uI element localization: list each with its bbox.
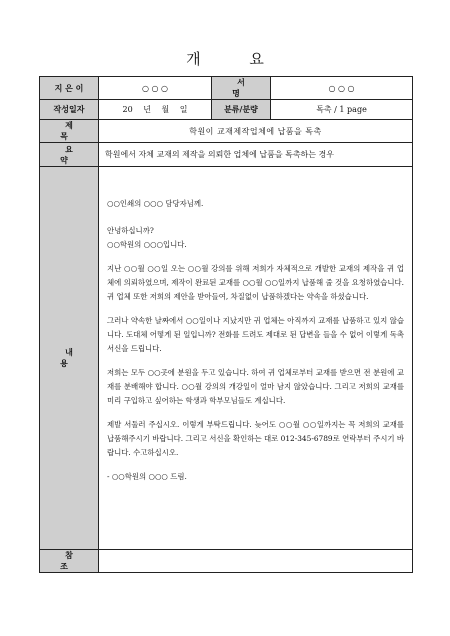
summary-form-table [39,76,413,573]
paragraph-delay: 그러나 약속한 날짜에서 ○○일이나 지났지만 귀 업체는 아직까지 교재를 납품하고 있지 않습니다. 도대체 어떻게 된 일입니까? 전화를 드려도 제대로 된 답변을 들을 수 없어 이렇게 독촉서신을 드립니다. [107,316,404,353]
paragraph-branches: 저희는 모두 ○○곳에 분원을 두고 있습니다. 하여 귀 업체로부터 교재를 받으면 전 분원에 교재를 분배해야 합니다. ○○월 강의의 개강일이 얼마 남지 않았습니다. 그리고 저희의 교재를 미리 구입하고 싶어하는 학생과 학부모님들도 계십니다. [107,368,404,405]
reference-value [99,550,413,573]
subject-value: 학원이 교재제작업체에 납품을 독촉 [99,120,413,143]
signature-label: 서 명 [212,77,271,100]
date-value: 20 년 월 일 [99,100,212,120]
author-label: 지 은 이 [40,77,99,100]
signature-value: ○ ○ ○ [271,77,413,100]
content-label: 내 용 [40,167,99,550]
salutation: ○○인쇄의 ○○○ 담당자님께. [107,199,204,208]
summary-value: 학원에서 자체 교재의 제작을 의뢰한 업체에 납품을 독촉하는 경우 [99,143,413,167]
summary-label: 요 약 [40,143,99,167]
date-label: 작성일자 [40,100,99,120]
reference-label: 참 조 [40,550,99,573]
document-title: 개 요 [186,50,286,68]
category-label: 분류/분량 [212,100,271,120]
self-introduction: ○○학원의 ○○○입니다. [107,240,187,249]
author-value: ○ ○ ○ [99,77,212,100]
closing-signature: - ○○학원의 ○○○ 드림. [107,472,187,481]
paragraph-urge: 제발 서둘러 주십시오. 이렇게 부탁드립니다. 늦어도 ○○월 ○○일까지는 꼭 저희의 교재를 납품해주시기 바랍니다. 그리고 서신을 확인하는 대로 012-345-6789로 연락부터 주시기 바랍니다. 수고하십시오. [107,420,404,457]
subject-label: 제 목 [40,120,99,143]
paragraph-request: 지난 ○○월 ○○일 오는 ○○월 강의를 위해 저희가 자체적으로 개발한 교재의 제작을 귀 업체에 의뢰하였으며, 제작이 완료된 교재를 ○○월 ○○일까지 납품해 줄 것을 요청하였습니다. 귀 업체 또한 저희의 제안을 받아들여, 차질없이 납품하겠다는 약속을 하셨습니다. [107,264,404,301]
category-value: 독촉 / 1 page [271,100,413,120]
content-body [99,167,413,550]
greeting: 안녕하십니까? [107,226,154,235]
